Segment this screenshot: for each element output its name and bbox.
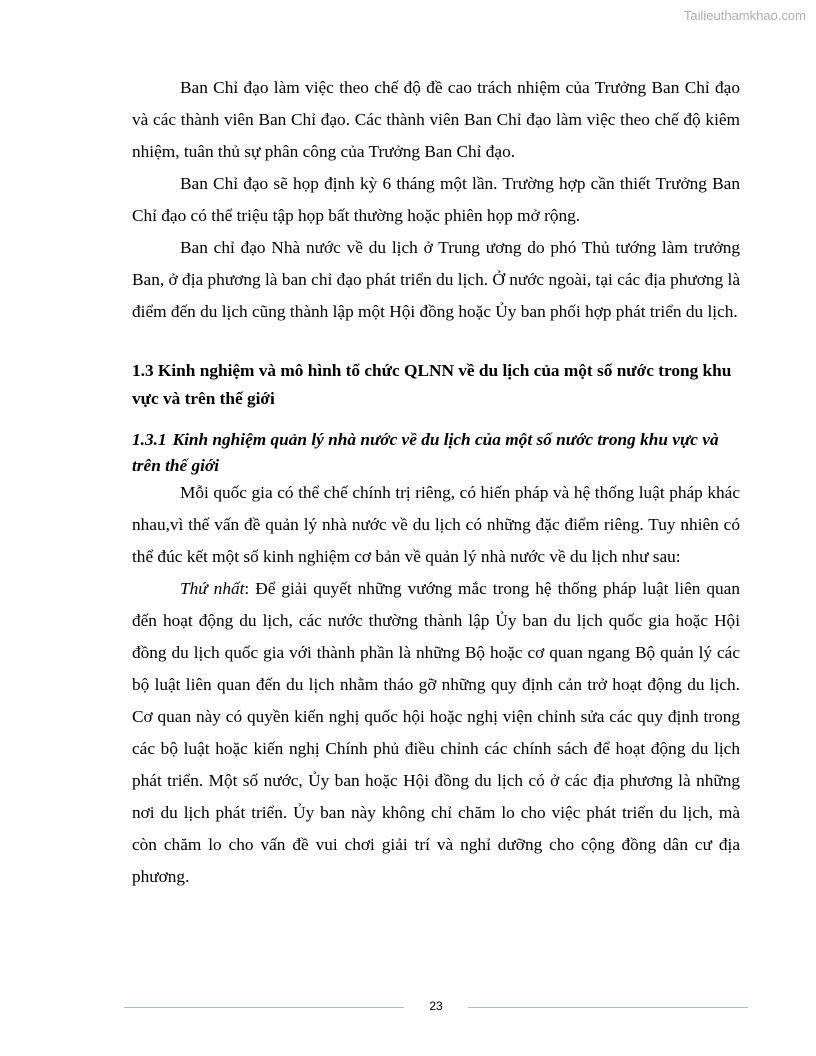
paragraph-first-lesson (132, 573, 740, 893)
paragraph-steering-committee-work: Ban Chỉ đạo làm việc theo chế độ đề cao trách nhiệm của Trưởng Ban Chỉ đạo và các thành viên Ban Chỉ đạo. Các thành viên Ban Chỉ đạo làm việc theo chế độ kiêm nhiệm, tuân thủ sự phân công của Trưởng Ban Chỉ đạo. (132, 78, 740, 161)
paragraph-national-steering: Ban chỉ đạo Nhà nước về du lịch ở Trung ương do phó Thủ tướng làm trưởng Ban, ở địa phương là ban chỉ đạo phát triển du lịch. Ở nước ngoài, tại các địa phương là điểm đến du lịch cũng thành lập một Hội đồng hoặc Ủy ban phối hợp phát triển du lịch. (132, 238, 740, 321)
paragraph-intro: Mỗi quốc gia có thể chế chính trị riêng, có hiến pháp và hệ thống luật pháp khác nhau,vì thế vấn đề quản lý nhà nước về du lịch có những đặc điểm riêng. Tuy nhiên có thể đúc kết một số kinh nghiệm cơ bản về quản lý nhà nước về du lịch như sau: (132, 483, 740, 566)
subsection-title: Kinh nghiệm quản lý nhà nước về du lịch của một số nước trong khu vực và trên thế giới (132, 430, 719, 475)
footer-rule-right (468, 1007, 748, 1008)
document-body (132, 72, 740, 893)
first-lesson-lead: Thứ nhất (180, 579, 245, 598)
subsection-number: 1.3.1 (132, 430, 167, 449)
paragraph-meeting-schedule: Ban Chỉ đạo sẽ họp định kỳ 6 tháng một lần. Trường hợp cần thiết Trưởng Ban Chỉ đạo có thể triệu tập họp bất thường hoặc phiên họp mở rộng. (132, 174, 740, 225)
page-number: 23 (429, 999, 443, 1013)
watermark-text: Tailieuthamkhao.com (683, 8, 806, 23)
subsection-heading-1-3-1 (132, 427, 740, 479)
section-heading-1-3: 1.3 Kinh nghiệm và mô hình tổ chức QLNN về du lịch của một số nước trong khu vực và trên thế giới (132, 361, 732, 408)
first-lesson-text: : Để giải quyết những vướng mắc trong hệ thống pháp luật liên quan đến hoạt động du lịch, các nước thường thành lập Ủy ban du lịch quốc gia hoặc Hội đồng du lịch quốc gia với thành phần là những Bộ hoặc cơ quan ngang Bộ quản lý các bộ luật liên quan đến du lịch nhằm tháo gỡ những quy định cản trở hoạt động du lịch. Cơ quan này có quyền kiến nghị quốc hội hoặc nghị viện chỉnh sửa các quy định trong các bộ luật hoặc kiến nghị Chính phủ điều chỉnh các chính sách để hoạt động du lịch phát triển. Một số nước, Ủy ban hoặc Hội đồng du lịch có ở các địa phương là những nơi du lịch phát triển. Ủy ban này không chỉ chăm lo cho việc phát triển du lịch, mà còn chăm lo cho vấn đề vui chơi giải trí và nghỉ dưỡng cho cộng đồng dân cư địa phương. (132, 579, 740, 886)
page-footer (124, 1000, 748, 1016)
